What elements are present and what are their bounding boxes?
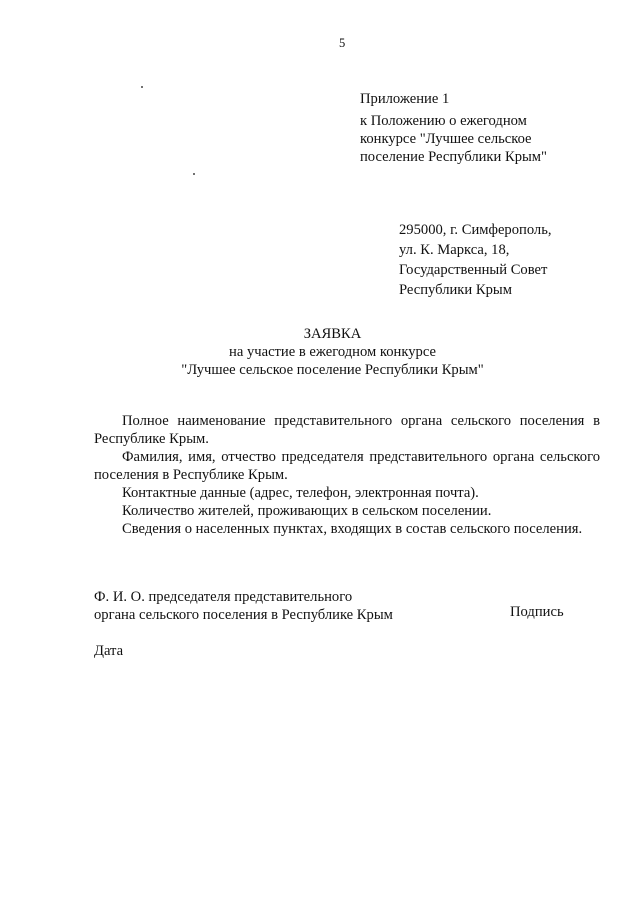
appendix-line: поселение Республики Крым" [360, 149, 547, 165]
application-subtitle-line: на участие в ежегодном конкурсе [229, 344, 436, 360]
recipient-address [399, 220, 552, 300]
application-heading: ЗАЯВКА [303, 326, 362, 342]
appendix-reference [360, 90, 547, 166]
body-paragraph: Количество жителей, проживающих в сельском поселении. [122, 503, 492, 519]
body-paragraph: Контактные данные (адрес, телефон, электронная почта). [122, 485, 479, 501]
application-title [160, 325, 505, 379]
appendix-line: к Положению о ежегодном [360, 113, 527, 129]
address-line: ул. К. Маркса, 18, [399, 242, 510, 258]
chair-signature-caption [94, 588, 393, 624]
address-line: 295000, г. Симферополь, [399, 222, 552, 238]
chair-caption-line: Ф. И. О. председателя представительного [94, 589, 353, 605]
address-line: Государственный Совет [399, 262, 548, 278]
body-paragraph: Полное наименование представительного органа сельского поселения в Республике Крым. [94, 413, 600, 447]
application-body [94, 412, 600, 538]
body-paragraph: Сведения о населенных пунктах, входящих в состав сельского поселения. [122, 521, 583, 537]
application-subtitle-line: "Лучшее сельское поселение Республики Крым" [181, 362, 484, 378]
scan-speck [193, 173, 195, 175]
appendix-line: конкурсе "Лучшее сельское [360, 131, 532, 147]
address-line: Республики Крым [399, 282, 512, 298]
chair-caption-line: органа сельского поселения в Республике Крым [94, 607, 393, 623]
date-label: Дата [94, 643, 124, 659]
body-paragraph: Фамилия, имя, отчество председателя представительного органа сельского поселения в Республике Крым. [94, 449, 600, 483]
scan-speck [141, 86, 143, 88]
signature-label: Подпись [510, 604, 564, 620]
appendix-title: Приложение 1 [360, 91, 450, 107]
page-number: 5 [339, 36, 346, 50]
